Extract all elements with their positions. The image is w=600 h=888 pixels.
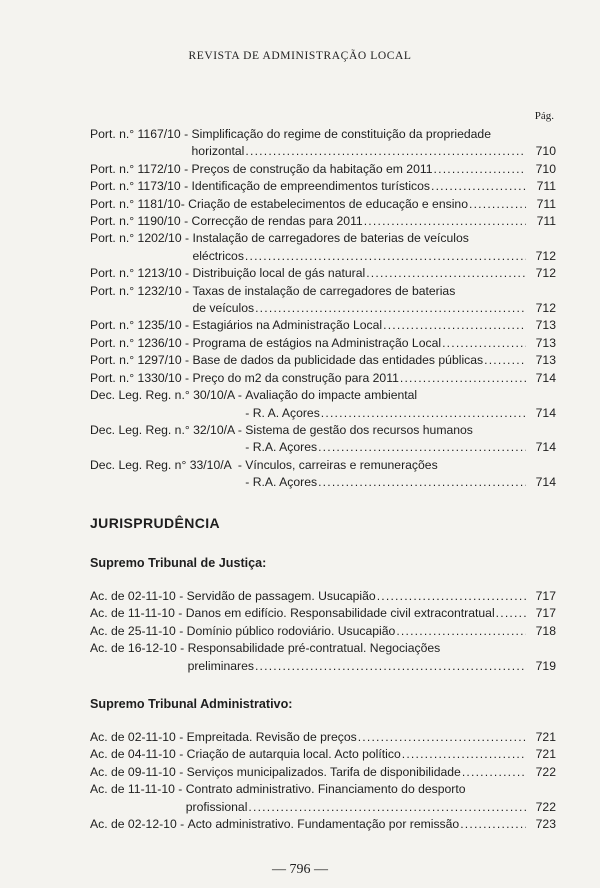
dot-leader: [318, 439, 526, 456]
entry-title: Simplificação do regime de constituição da propriedade: [191, 127, 491, 141]
sta-list: [90, 729, 556, 833]
dot-leader: [402, 746, 526, 763]
entry-reference: Port. n.° 1181/10-: [90, 196, 189, 211]
index-entry: [90, 746, 556, 763]
entry-title: Responsabilidade pré-contratual. Negociações: [187, 641, 441, 656]
index-entry: [90, 335, 556, 352]
entry-title: Acto administrativo. Fundamentação por remissão: [187, 817, 460, 832]
sta-subheading: Supremo Tribunal Administrativo:: [90, 697, 293, 711]
entry-title: Estagiários na Administração Local: [192, 318, 383, 333]
entry-reference: Dec. Leg. Reg. n° 33/10/A -: [90, 457, 246, 472]
dot-leader: [245, 248, 526, 265]
dot-leader: [496, 605, 526, 622]
entry-title: Sistema de gestão dos recursos humanos: [245, 422, 473, 437]
index-entry: [90, 729, 556, 746]
entry-title: Base de dados da publicidade das entidades públicas: [192, 353, 484, 368]
entry-reference: Ac. de 04-11-10 -: [90, 747, 187, 762]
index-entry: [90, 283, 556, 318]
stj-subheading: Supremo Tribunal de Justiça:: [90, 556, 267, 570]
index-entry: [90, 317, 556, 334]
entry-title: Empreitada. Revisão de preços: [186, 730, 357, 744]
entry-reference: Port. n.° 1297/10 -: [90, 353, 193, 368]
entry-title: Identificação de empreendimentos turísticos: [191, 179, 430, 194]
entry-title: Taxas de instalação de carregadores de baterias: [192, 283, 456, 298]
dot-leader: [462, 764, 526, 781]
entry-title: de veículos: [192, 301, 255, 316]
entry-page: 722: [535, 799, 556, 814]
entry-page: 713: [535, 318, 556, 333]
entry-title: Avaliação do impacte ambiental: [245, 388, 418, 403]
index-entry: [90, 422, 556, 457]
entry-reference: Ac. de 02-12-10 -: [90, 817, 188, 832]
dot-leader: [248, 799, 526, 816]
entry-page: 721: [535, 747, 556, 762]
dot-leader: [396, 623, 526, 640]
entry-title: Preço do m2 da construção para 2011: [192, 370, 399, 385]
entry-title: Distribuição local de gás natural: [192, 266, 366, 281]
entry-title: preliminares: [187, 658, 254, 673]
entry-page: 710: [535, 161, 556, 176]
index-entry: [90, 126, 556, 161]
entry-title: eléctricos: [192, 248, 244, 263]
entry-page: 718: [535, 623, 556, 638]
entry-title: Contrato administrativo. Financiamento do desporto: [185, 782, 466, 797]
entry-reference: Port. n.° 1236/10 -: [90, 335, 193, 350]
dot-leader: [469, 196, 526, 213]
dot-leader: [358, 729, 526, 746]
dot-leader: [318, 474, 526, 491]
entry-title: Criação de estabelecimentos de educação e ensino: [188, 196, 468, 211]
entry-reference: Ac. de 02-11-10 -: [90, 589, 187, 603]
entry-reference: Port. n.° 1235/10 -: [90, 318, 193, 333]
entry-title: profissional: [185, 799, 248, 814]
entry-title: Domínio público rodoviário. Usucapião: [186, 623, 396, 638]
entry-title: Preços de construção da habitação em 2011: [191, 161, 433, 176]
entry-page: 714: [535, 475, 556, 490]
entry-reference: Port. n.° 1330/10 -: [90, 370, 193, 385]
entry-title: Serviços municipalizados. Tarifa de disponibilidade: [186, 764, 461, 779]
entry-page: 712: [535, 248, 556, 263]
entry-title: - R. A. Açores: [245, 405, 320, 420]
entry-title: Danos em edifício. Responsabilidade civil extracontratual: [185, 606, 495, 621]
dot-leader: [460, 816, 526, 833]
index-entry: [90, 605, 556, 622]
entry-reference: Ac. de 11-11-10 -: [90, 606, 186, 621]
dot-leader: [431, 178, 526, 195]
index-entry: [90, 370, 556, 387]
entry-page: 714: [535, 440, 556, 455]
entry-page: 713: [535, 335, 556, 350]
entry-page: 719: [535, 658, 556, 673]
dot-leader: [255, 300, 526, 317]
entry-reference: Port. n.° 1173/10 -: [90, 179, 192, 194]
entry-page: 710: [535, 144, 556, 159]
page-column-label: Pág.: [534, 110, 554, 122]
entry-reference: Ac. de 02-11-10 -: [90, 730, 187, 744]
entry-page: 711: [536, 214, 556, 229]
index-entry: [90, 640, 556, 675]
entry-page: 717: [535, 589, 556, 603]
dot-leader: [255, 658, 526, 675]
entry-reference: Dec. Leg. Reg. n.° 30/10/A -: [90, 388, 246, 403]
dot-leader: [364, 213, 526, 230]
index-entry: [90, 265, 556, 282]
index-entry: [90, 196, 556, 213]
index-entry: [90, 387, 556, 422]
legislation-list: [90, 126, 556, 492]
entry-page: 713: [535, 353, 556, 368]
index-entry: [90, 161, 556, 178]
entry-reference: Ac. de 09-11-10 -: [90, 764, 187, 779]
index-entry: [90, 781, 556, 816]
stj-list: [90, 588, 556, 675]
page-header: REVISTA DE ADMINISTRAÇÃO LOCAL: [188, 50, 412, 62]
entry-title: horizontal: [191, 144, 245, 159]
entry-page: 722: [535, 764, 556, 779]
entry-title: - R.A. Açores: [245, 440, 318, 455]
dot-leader: [484, 352, 526, 369]
entry-title: Vínculos, carreiras e remunerações: [245, 457, 438, 472]
index-entry: [90, 230, 556, 265]
index-entry: [90, 764, 556, 781]
dot-leader: [442, 335, 526, 352]
index-entry: [90, 178, 556, 195]
entry-reference: Port. n.° 1172/10 -: [90, 161, 192, 176]
entry-reference: Port. n.° 1232/10 -: [90, 283, 193, 298]
index-entry: [90, 457, 556, 492]
entry-page: 717: [535, 606, 556, 621]
entry-page: 711: [536, 179, 556, 194]
index-entry: [90, 623, 556, 640]
entry-page: 711: [536, 196, 556, 211]
entry-title: - R.A. Açores: [245, 475, 318, 490]
page-number: — 796 —: [272, 862, 328, 877]
entry-title: Correcção de rendas para 2011: [191, 214, 363, 229]
dot-leader: [245, 143, 526, 160]
entry-reference: Port. n.° 1190/10 -: [90, 214, 192, 229]
entry-title: Instalação de carregadores de baterias de veículos: [192, 231, 469, 246]
index-entry: [90, 588, 556, 605]
entry-page: 712: [535, 301, 556, 316]
index-entry: [90, 213, 556, 230]
dot-leader: [434, 161, 526, 178]
entry-page: 723: [535, 817, 556, 832]
entry-reference: Port. n.° 1213/10 -: [90, 266, 193, 281]
entry-title: Programa de estágios na Administração Local: [192, 335, 442, 350]
entry-page: 714: [535, 370, 556, 385]
entry-page: 721: [535, 730, 556, 744]
entry-title: Criação de autarquia local. Acto político: [186, 747, 401, 762]
dot-leader: [377, 588, 526, 605]
entry-reference: Port. n.° 1167/10 -: [90, 127, 192, 141]
index-entry: [90, 352, 556, 369]
dot-leader: [366, 265, 526, 282]
index-entry: [90, 816, 556, 833]
entry-reference: Port. n.° 1202/10 -: [90, 231, 193, 246]
dot-leader: [400, 370, 526, 387]
entry-page: 714: [535, 405, 556, 420]
jurisprudence-heading: JURISPRUDÊNCIA: [90, 515, 221, 531]
dot-leader: [321, 405, 526, 422]
entry-reference: Ac. de 25-11-10 -: [90, 623, 187, 638]
entry-reference: Dec. Leg. Reg. n.° 32/10/A -: [90, 422, 246, 437]
entry-reference: Ac. de 11-11-10 -: [90, 782, 186, 797]
entry-reference: Ac. de 16-12-10 -: [90, 641, 188, 656]
entry-title: Servidão de passagem. Usucapião: [186, 589, 376, 603]
dot-leader: [383, 317, 526, 334]
entry-page: 712: [535, 266, 556, 281]
